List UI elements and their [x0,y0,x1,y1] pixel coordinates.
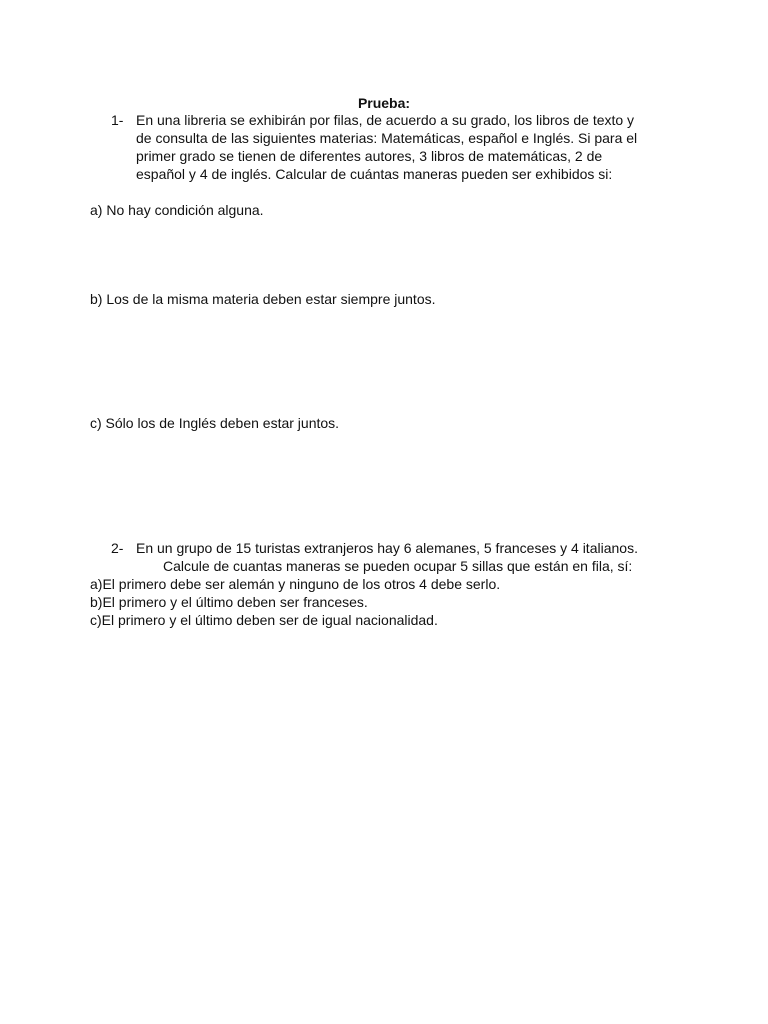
problem-1-statement [136,111,691,183]
problem-1-item-b: b) Los de la misma materia deben estar siempre juntos. [90,291,436,307]
problem-2-item-a: a)El primero debe ser alemán y ninguno de los otros 4 debe serlo. [90,576,501,592]
problem-2-statement [136,539,691,575]
problem-1-number: 1- [111,112,124,128]
document-title: Prueba: [357,95,411,111]
problem-2-line: Calcule de cuantas maneras se pueden ocupar 5 sillas que están en fila, sí: [163,558,633,574]
problem-1-item-a: a) No hay condición alguna. [90,202,264,218]
problem-2-item-c: c)El primero y el último deben ser de igual nacionalidad. [90,612,438,628]
problem-1-line: En una libreria se exhibirán por filas, de acuerdo a su grado, los libros de texto y [136,112,635,128]
problem-2-line: En un grupo de 15 turistas extranjeros hay 6 alemanes, 5 franceses y 4 italianos. [136,540,638,556]
problem-2 [111,539,691,575]
problem-1-item-c: c) Sólo los de Inglés deben estar juntos. [90,415,340,431]
problem-1-line: de consulta de las siguientes materias: Matemáticas, español e Inglés. Si para el [136,130,638,146]
problem-1-line: español y 4 de inglés. Calcular de cuántas maneras pueden ser exhibidos si: [136,166,613,182]
problem-2-item-b: b)El primero y el último deben ser franceses. [90,594,368,610]
problem-1-line: primer grado se tienen de diferentes autores, 3 libros de matemáticas, 2 de [136,148,603,164]
problem-1 [111,111,691,183]
problem-2-number: 2- [111,540,124,556]
